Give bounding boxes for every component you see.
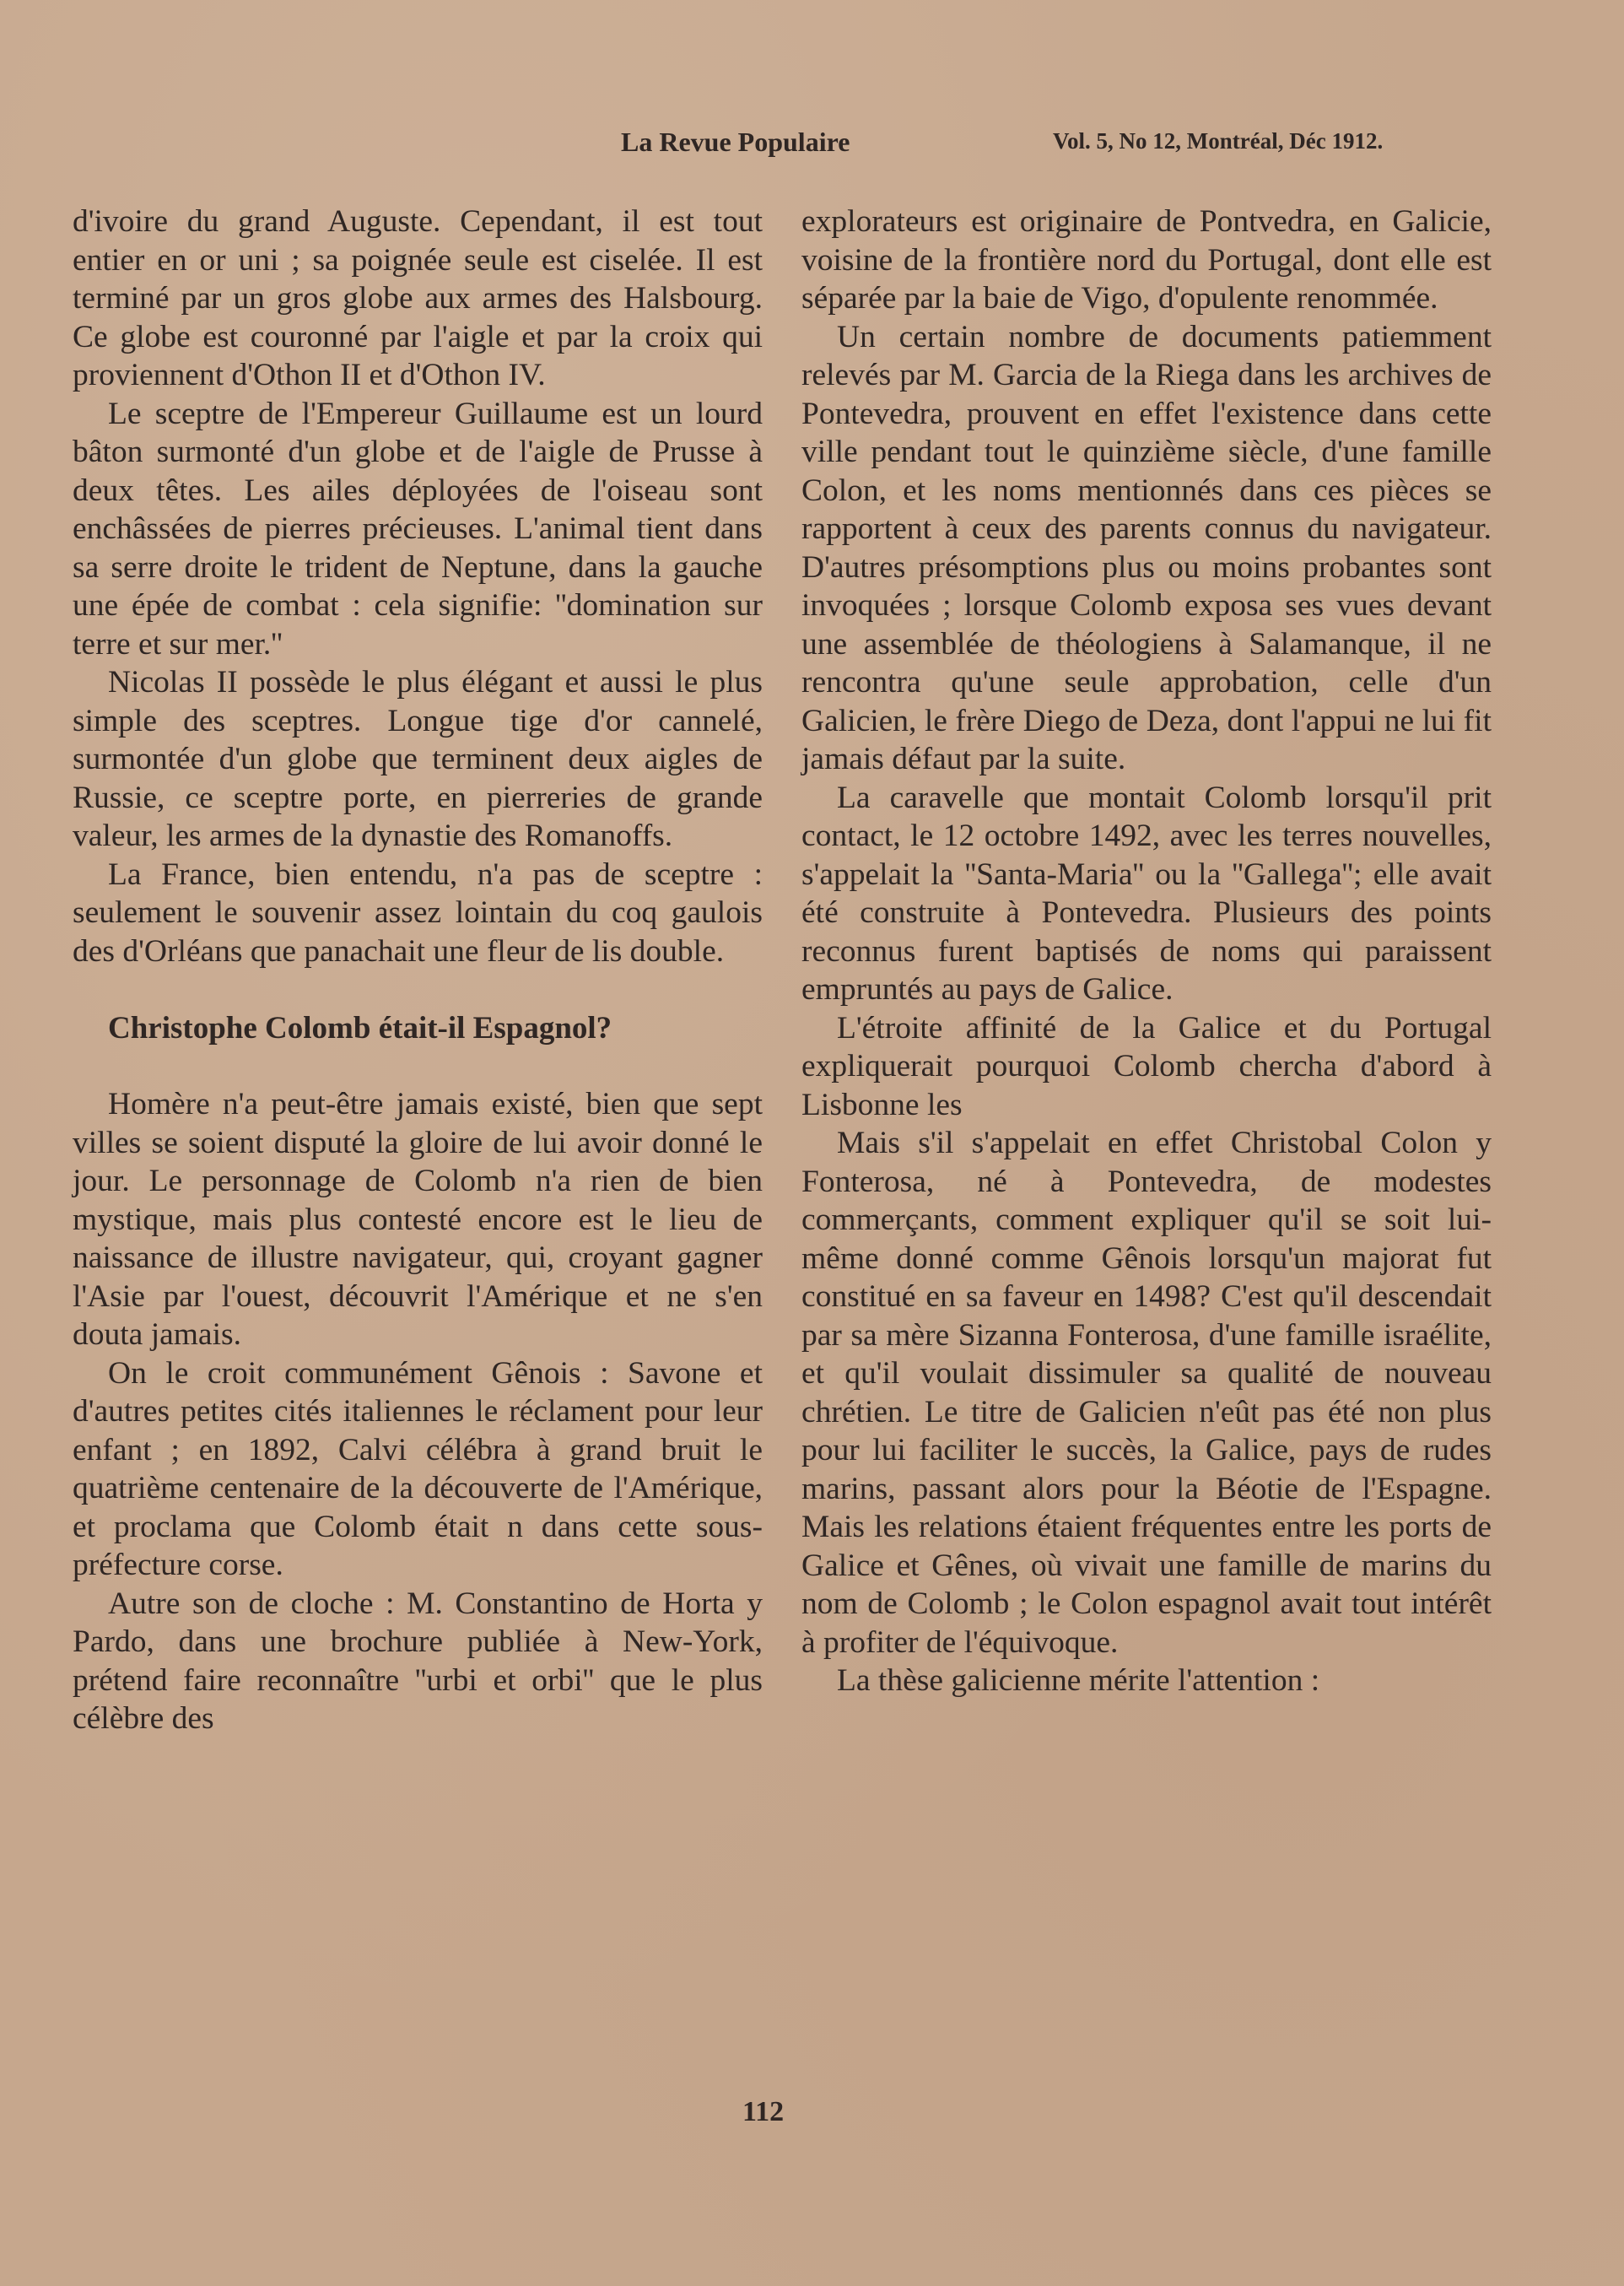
paragraph: L'étroite affinité de la Galice et du Portugal expliquerait pourquoi Colomb chercha d'abord à Lisbonne les bbox=[801, 1010, 1492, 1122]
section-heading: Christophe Colomb était-il Espagnol? bbox=[108, 1011, 612, 1046]
paragraph: La thèse galicienne mérite l'attention : bbox=[837, 1663, 1320, 1698]
paragraph: Autre son de cloche : M. Constantino de Horta y Pardo, dans une brochure publiée à New-York, prétend faire reconnaître ''urbi et orbi'' que le plus célèbre des bbox=[73, 1586, 763, 1736]
paragraph: d'ivoire du grand Auguste. Cependant, il est tout entier en or uni ; sa poignée seule est ciselée. Il est terminé par un gros globe aux armes des Halsbourg. Ce globe est couronné par l'aigle et par la croix qui proviennent d'Othon II et d'Othon IV. bbox=[73, 204, 763, 392]
paragraph: explorateurs est originaire de Pontvedra, en Galicie, voisine de la frontière nord du Portugal, dont elle est séparée par la baie de Vigo, d'opulente renommée. bbox=[801, 204, 1492, 316]
paragraph: La caravelle que montait Colomb lorsqu'il prit contact, le 12 octobre 1492, avec les terres nouvelles, s'appelait la ''Santa-Maria'' ou la ''Gallega''; elle avait été construite à Pontevedra. Plusieurs des points reconnus furent baptisés de noms qui paraissent empruntés au pays de Galice. bbox=[801, 780, 1492, 1007]
running-header bbox=[0, 127, 1624, 160]
paragraph: Mais s'il s'appelait en effet Christobal Colon y Fonterosa, né à Pontevedra, de modestes commerçants, comment expliquer qu'il se soit lui-même donné comme Gênois lorsqu'un majorat fut constitué en sa faveur en 1498? C'est qu'il descendait par sa mère Sizanna Fonterosa, d'une famille israélite, et qu'il voulait dissimuler sa qualité de nouveau chrétien. Le titre de Galicien n'eût pas été non plus pour lui faciliter le succès, la Galice, pays de rudes marins, passant alors pour la Béotie de l'Espagne. Mais les relations étaient fréquentes entre les ports de Galice et Gênes, où vivait une famille de marins du nom de Colomb ; le Colon espagnol avait tout intérêt à profiter de l'équivoque. bbox=[801, 1126, 1492, 1660]
paragraph: La France, bien entendu, n'a pas de sceptre : seulement le souvenir assez lointain du coq gaulois des d'Orléans que panachait une fleur de lis double. bbox=[73, 857, 763, 969]
right-column bbox=[801, 203, 1492, 1700]
issue-info: Vol. 5, No 12, Montréal, Déc 1912. bbox=[1053, 128, 1384, 154]
paragraph: Nicolas II possède le plus élégant et aussi le plus simple des sceptres. Longue tige d'or cannelé, surmontée d'un globe que terminent deux aigles de Russie, ce sceptre porte, en pierreries de grande valeur, les armes de la dynastie des Romanoffs. bbox=[73, 665, 763, 853]
paragraph: On le croit communément Gênois : Savone et d'autres petites cités italiennes le réclament pour leur enfant ; en 1892, Calvi célébra à grand bruit le quatrième centenaire de la découverte de l'Amérique, et proclama que Colomb était n dans cette sous-préfecture corse. bbox=[73, 1355, 763, 1582]
magazine-title: La Revue Populaire bbox=[621, 127, 850, 157]
paragraph: Homère n'a peut-être jamais existé, bien que sept villes se soient disputé la gloire de lui avoir donné le jour. Le personnage de Colomb n'a rien de bien mystique, mais plus contesté encore est le lieu de naissance de illustre navigateur, qui, croyant gagner l'Asie par l'ouest, découvrit l'Amérique et ne s'en douta jamais. bbox=[73, 1087, 763, 1352]
left-column bbox=[73, 203, 763, 1738]
paragraph: Le sceptre de l'Empereur Guillaume est un lourd bâton surmonté d'un globe et de l'aigle de Prusse à deux têtes. Les ailes déployées de l'oiseau sont enchâssées de pierres précieuses. L'animal tient dans sa serre droite le trident de Neptune, dans la gauche une épée de combat : cela signifie: ''domination sur terre et sur mer.'' bbox=[73, 396, 763, 662]
page-number: 112 bbox=[742, 2096, 785, 2127]
paragraph: Un certain nombre de documents patiemment relevés par M. Garcia de la Riega dans les archives de Pontevedra, prouvent en effet l'existence dans cette ville pendant tout le quinzième siècle, d'une famille Colon, et les noms mentionnés dans ces pièces se rapportent à ceux des parents connus du navigateur. D'autres présomptions plus ou moins probantes sont invoquées ; lorsque Colomb exposa ses vues devant une assemblée de théologiens à Salamanque, il ne rencontra qu'une seule approbation, celle d'un Galicien, le frère Diego de Deza, dont l'appui ne lui fit jamais défaut par la suite. bbox=[801, 319, 1492, 776]
